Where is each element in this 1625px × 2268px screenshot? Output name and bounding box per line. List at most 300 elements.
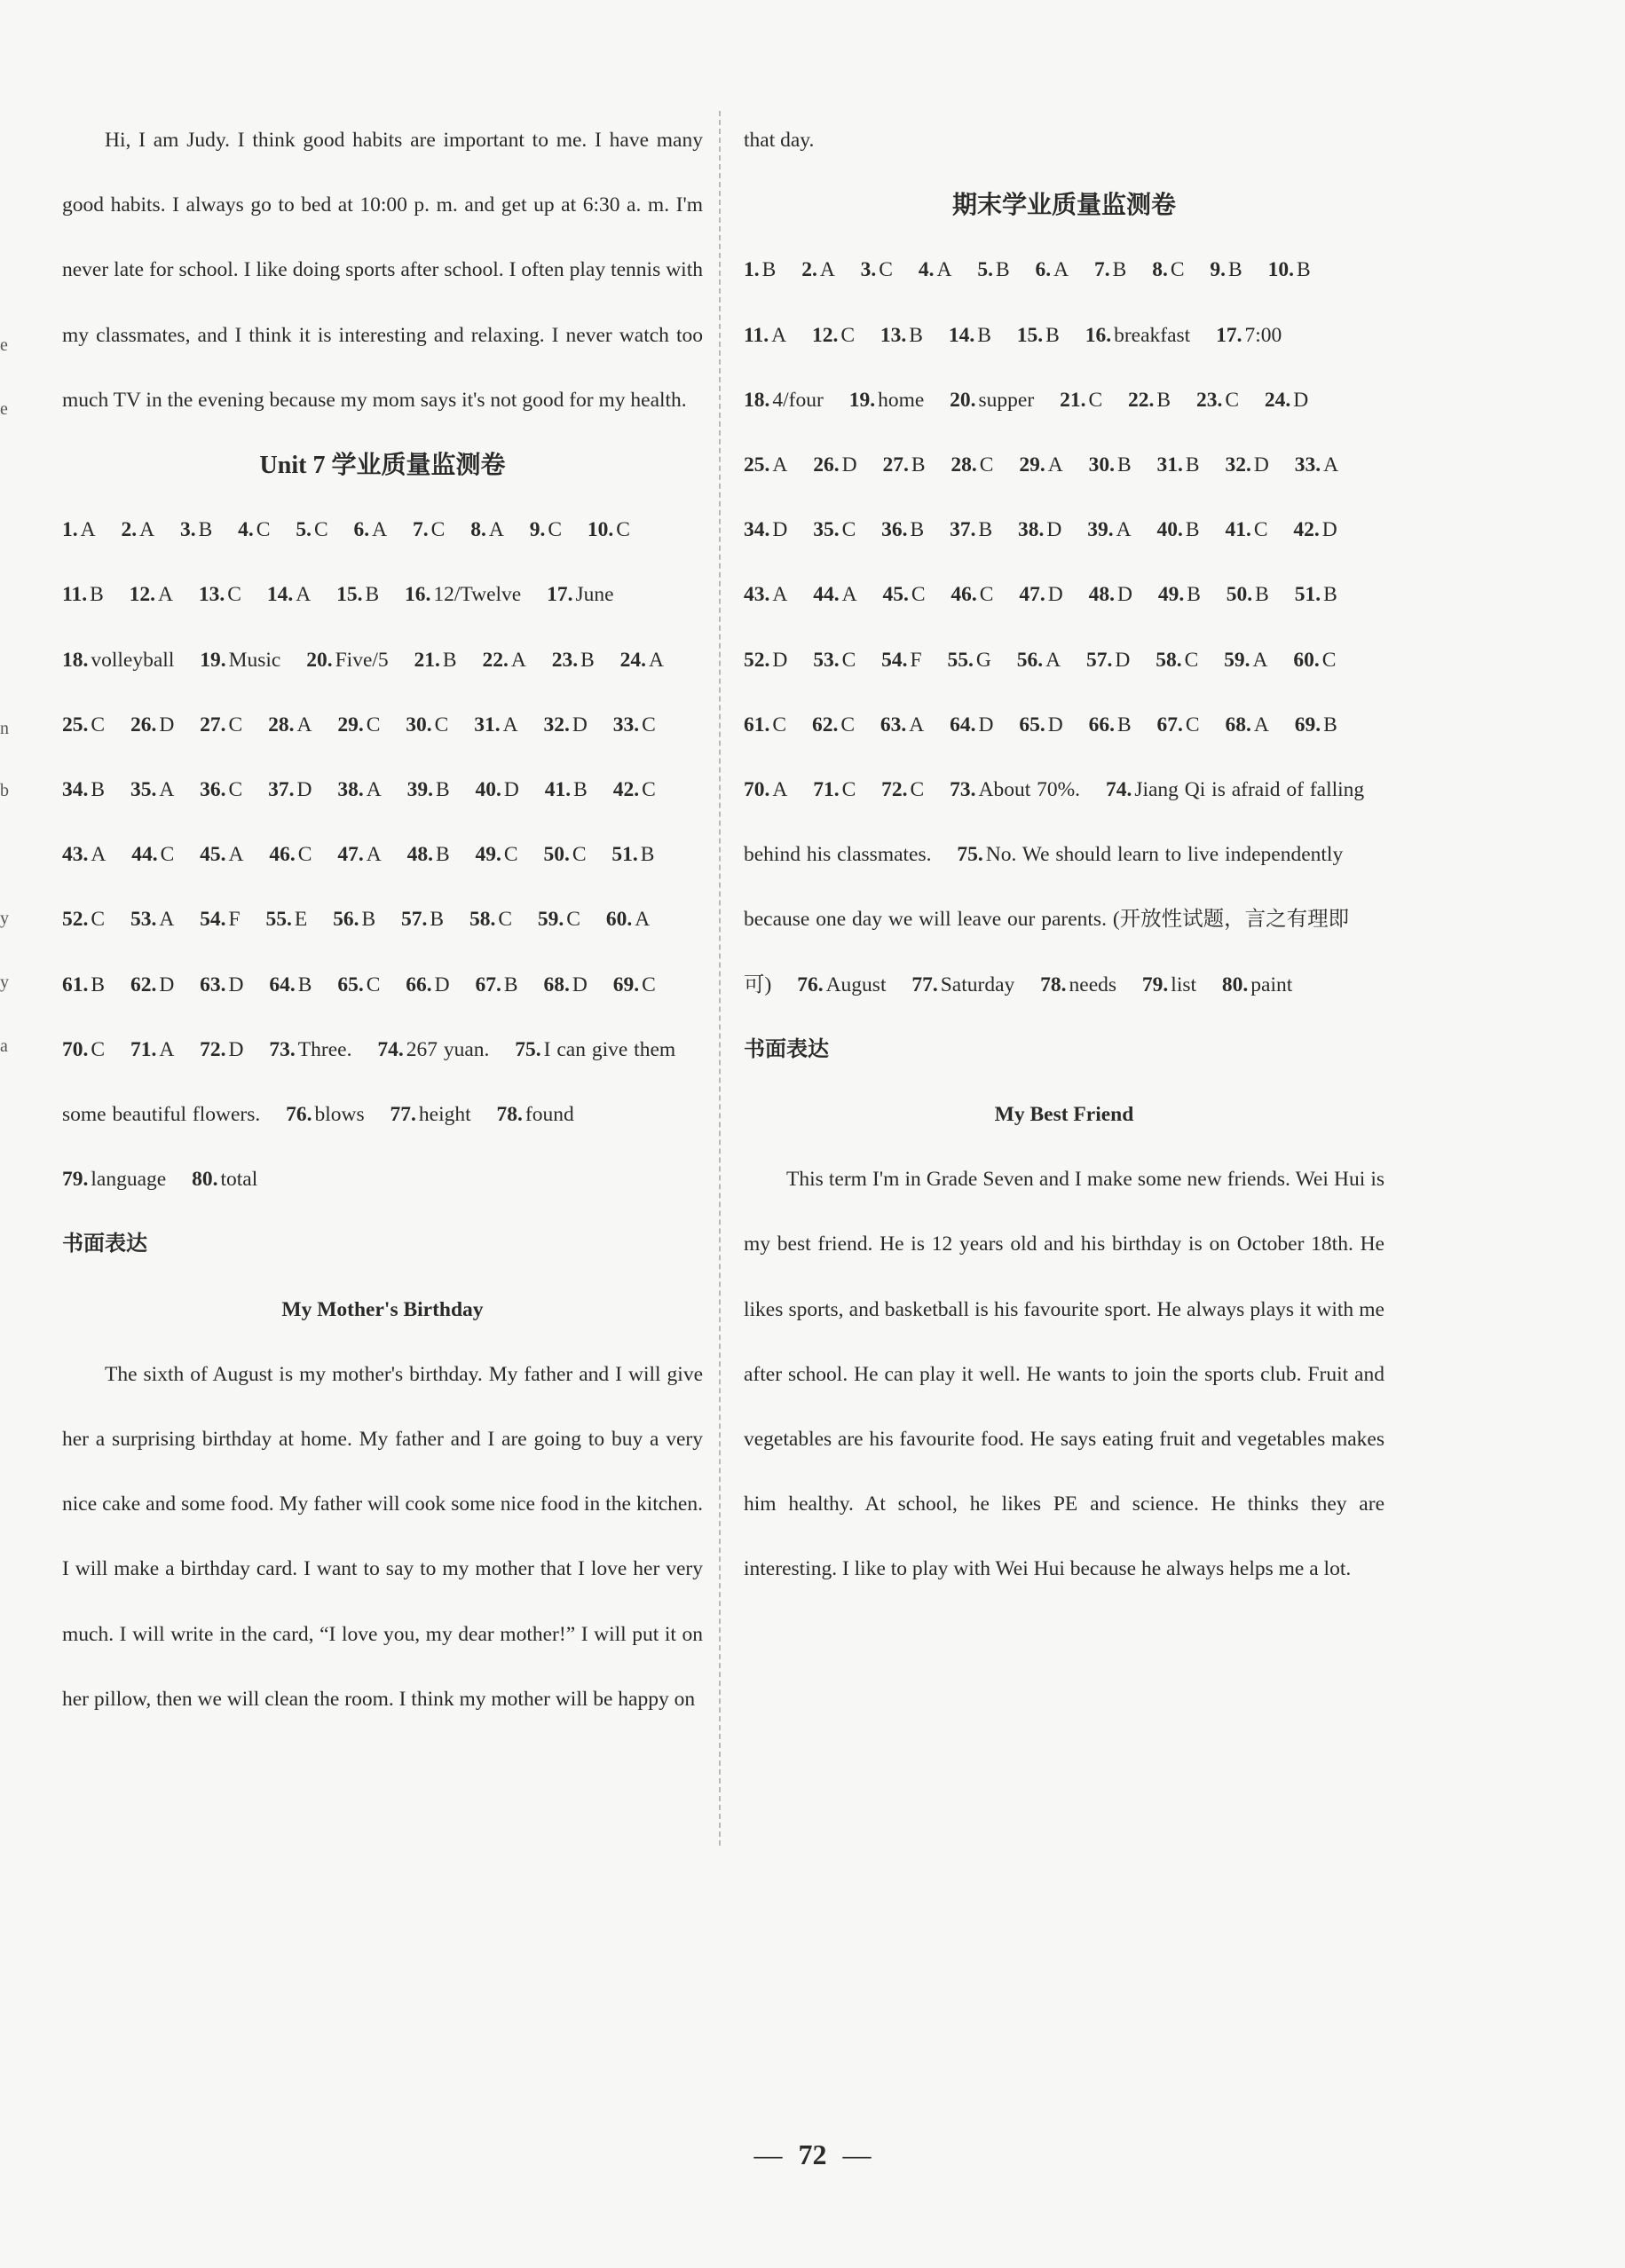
answer-value: Music [228, 648, 281, 672]
answer-value: A [1047, 453, 1063, 477]
essay-paragraph: This term I'm in Grade Seven and I make some new friends. Wei Hui is my best friend. He is 12 years old and his birthday is on October 18th. He likes sports, and basketball is his favourite sport. He always plays it with me after school. He can play it well. He wants to join the sports club. Fruit and vegetables are his favourite food. He says eating fruit and vegetables makes him healthy. At school, he likes PE and science. He thinks they are interesting. I like to play with Wei Hui because he always helps me a lot. [744, 1168, 1384, 1581]
question-number: 32. [543, 713, 570, 736]
answer-value: A [502, 713, 518, 736]
question-number: 66. [406, 973, 432, 996]
question-number: 36. [200, 778, 226, 802]
question-number: 28. [268, 713, 295, 736]
question-number: 7. [413, 518, 429, 542]
writing-label: 书面表达 [744, 1037, 829, 1061]
question-number: 31. [474, 713, 501, 736]
answer-item [200, 843, 243, 866]
question-number: 30. [406, 713, 432, 736]
answer-value: C [91, 713, 106, 736]
answer-item [200, 649, 280, 672]
question-number: 59. [1224, 648, 1250, 672]
answer-value: A [1045, 648, 1061, 672]
answer-value: D [1293, 388, 1309, 412]
answer-value: D [1116, 583, 1132, 607]
question-number: 72. [881, 778, 908, 802]
answer-item [1085, 324, 1191, 347]
answer-item [543, 973, 587, 996]
answer-value: A [228, 843, 244, 867]
question-number: 23. [551, 648, 579, 672]
answer-value: C [227, 583, 241, 607]
answer-item [1089, 583, 1132, 606]
question-number: 57. [1085, 648, 1113, 672]
question-number: 2. [801, 258, 817, 282]
edge-letter: e [0, 399, 8, 419]
question-number: 49. [475, 843, 501, 867]
answer-value: C [642, 713, 656, 736]
answer-value: A [771, 323, 787, 347]
question-number: 39. [406, 778, 433, 802]
answer-value: D [1321, 518, 1337, 542]
answer-item [180, 518, 212, 541]
answer-item [744, 389, 824, 412]
question-number: 67. [475, 973, 501, 996]
question-number: 58. [1156, 648, 1182, 672]
question-number: 67. [1156, 713, 1183, 736]
answer-item [1225, 518, 1267, 541]
question-number: 40. [1156, 518, 1183, 542]
answer-item [951, 453, 993, 476]
question-number: 50. [543, 843, 570, 867]
question-number: 12. [129, 583, 156, 607]
answer-value: B [910, 518, 925, 542]
answer-item [474, 713, 517, 736]
question-number: 57. [401, 908, 428, 932]
answer-value: C [503, 843, 518, 867]
answer-value: B [430, 908, 445, 932]
answer-value: A [649, 648, 665, 672]
answer-value: No. We should learn to live independently because one day we will leave our parents. (开放性试题，言之有理即可) [744, 843, 1350, 996]
answer-value: home [878, 388, 925, 412]
answer-item [267, 583, 311, 606]
answer-item [1196, 389, 1239, 412]
answer-value: A [841, 583, 857, 607]
answer-value: A [1053, 258, 1069, 282]
answer-value: B [91, 973, 106, 996]
question-number: 51. [611, 843, 638, 867]
answer-value: C [498, 908, 513, 932]
question-number: 56. [1016, 648, 1044, 672]
question-number: 45. [882, 583, 909, 607]
intro-paragraph: Hi, I am Judy. I think good habits are important to me. I have many good habits. I always go to bed at 10:00 p. m. and get up at 6:30 a. m. I'm never late for school. I like doing sports after school. I often play tennis with my classmates, and I think it is interesting and relaxing. I never watch too much TV in the evening because my mom says it's not good for my health. [62, 129, 703, 412]
question-number: 24. [619, 648, 647, 672]
answer-item [1089, 453, 1132, 476]
question-number: 4. [918, 258, 935, 282]
page-dash: — [753, 2138, 783, 2170]
question-number: 36. [881, 518, 908, 542]
answer-value: volleyball [91, 648, 175, 672]
answer-value: A [159, 778, 175, 802]
question-number: 80. [192, 1168, 218, 1192]
answer-item [1142, 973, 1196, 996]
answer-item [812, 713, 855, 736]
question-number: 31. [1156, 453, 1183, 477]
answer-value: C [616, 518, 630, 542]
answer-item [881, 649, 921, 672]
question-number: 55. [947, 648, 974, 672]
unit-7-heading: Unit 7 学业质量监测卷 [259, 452, 506, 480]
answer-item [62, 1168, 166, 1191]
question-number: 55. [265, 908, 292, 932]
answer-value: C [91, 1037, 106, 1061]
edge-letter: n [0, 719, 9, 738]
answer-item [354, 518, 388, 541]
answer-item [390, 1103, 471, 1126]
question-number: 77. [390, 1103, 416, 1127]
answer-item [797, 973, 886, 996]
answer-item [620, 649, 664, 672]
answer-value: Jiang Qi is afraid of falling behind his classmates. [744, 778, 1365, 867]
question-number: 28. [951, 453, 977, 477]
answer-value: D [503, 778, 519, 802]
question-number: 37. [950, 518, 976, 542]
question-number: 53. [130, 908, 157, 932]
question-number: 8. [1152, 258, 1168, 282]
answer-item [62, 843, 106, 866]
question-number: 69. [1294, 713, 1321, 736]
answer-value: June [575, 583, 614, 607]
answer-value: A [159, 1037, 175, 1061]
answer-value: A [296, 583, 312, 607]
answer-item [200, 908, 240, 931]
question-number: 18. [62, 648, 89, 672]
answer-item [1222, 973, 1292, 996]
question-number: 17. [547, 583, 573, 607]
answer-value: B [573, 778, 588, 802]
answer-item [1040, 973, 1116, 996]
answer-value: A [510, 648, 526, 672]
answer-item [306, 649, 388, 672]
question-number: 34. [62, 778, 89, 802]
answer-value: D [1115, 648, 1131, 672]
answer-value: C [91, 908, 106, 932]
question-number: 20. [950, 388, 976, 412]
question-number: 69. [612, 973, 640, 996]
answer-value: C [841, 648, 856, 672]
answer-value: C [772, 713, 787, 736]
final-exam-heading: 期末学业质量监测卷 [951, 192, 1176, 220]
answer-item [469, 908, 512, 931]
question-number: 41. [544, 778, 572, 802]
question-number: 38. [1018, 518, 1045, 542]
answer-item [337, 713, 380, 736]
question-number: 33. [612, 713, 640, 736]
answer-item [1216, 324, 1282, 347]
answer-value: C [1253, 518, 1268, 542]
question-number: 79. [62, 1168, 89, 1192]
answer-item [1156, 649, 1198, 672]
question-number: 7. [1094, 258, 1110, 282]
question-number: 70. [744, 778, 770, 802]
answer-value: B [977, 323, 991, 347]
answer-item [530, 518, 562, 541]
edge-letter: e [0, 335, 8, 355]
question-number: 73. [269, 1037, 296, 1061]
answer-value: B [297, 973, 312, 996]
question-number: 52. [62, 908, 89, 932]
question-number: 6. [1035, 258, 1052, 282]
question-number: 44. [131, 843, 158, 867]
answer-value: C [642, 973, 656, 996]
answer-item [266, 908, 308, 931]
question-number: 38. [337, 778, 364, 802]
left-column [62, 108, 703, 1732]
answer-value: A [1253, 713, 1269, 736]
answer-value: A [909, 713, 925, 736]
page-number-value: 72 [798, 2138, 827, 2170]
answer-value: C [548, 518, 562, 542]
question-number: 9. [529, 518, 546, 542]
answer-value: C [228, 713, 243, 736]
answer-value: A [772, 778, 788, 802]
answer-item [200, 713, 242, 736]
question-number: 30. [1088, 453, 1115, 477]
edge-letter: b [0, 781, 9, 800]
question-number: 6. [353, 518, 370, 542]
answer-value: A [296, 713, 312, 736]
answer-value: C [1321, 648, 1337, 672]
question-number: 1. [744, 258, 760, 282]
question-number: 68. [543, 973, 570, 996]
question-number: 25. [744, 453, 770, 477]
page-dash: — [842, 2138, 872, 2170]
answer-value: C [313, 518, 328, 542]
answer-value: B [1228, 258, 1242, 282]
answer-item [1017, 649, 1061, 672]
answer-value: C [566, 908, 580, 932]
question-number: 19. [848, 388, 876, 412]
answer-value: A [91, 843, 106, 867]
answer-item [1087, 518, 1131, 541]
question-number: 16. [405, 583, 431, 607]
answer-value: B [995, 258, 1010, 282]
answer-value: C [256, 518, 271, 542]
question-number: 48. [406, 843, 433, 867]
answer-item [812, 324, 855, 347]
answer-value: D [159, 713, 175, 736]
answer-value: supper [978, 388, 1035, 412]
question-number: 20. [306, 648, 333, 672]
question-number: 54. [200, 908, 226, 932]
answer-item [744, 583, 787, 606]
answer-item [538, 908, 580, 931]
question-number: 74. [1105, 778, 1132, 802]
answer-item [130, 583, 173, 606]
answer-item [613, 713, 656, 736]
answer-item [407, 778, 450, 801]
answer-item [62, 713, 105, 736]
answer-value: C [879, 258, 893, 282]
essay-title: My Best Friend [994, 1103, 1134, 1127]
answer-value: B [503, 973, 518, 996]
question-number: 49. [1157, 583, 1185, 607]
answer-item [131, 843, 174, 866]
answer-item [406, 713, 448, 736]
answer-item [1019, 453, 1062, 476]
question-number: 27. [882, 453, 909, 477]
essay-paragraph: The sixth of August is my mother's birthday. My father and I will give her a surprising birthday at home. My father and I are going to buy a very nice cake and some food. My father will cook some nice food in the kitchen. I will make a birthday card. I want to say to my mother that I love her very much. I will write in the card, “I love you, my dear mother!” I will put it on her pillow, then we will clean the room. I think my mother will be happy on [62, 1362, 703, 1711]
answer-item [744, 713, 786, 736]
answer-item [476, 973, 518, 996]
question-number: 46. [269, 843, 296, 867]
question-number: 10. [1267, 258, 1294, 282]
answer-value: breakfast [1114, 323, 1191, 347]
answer-value: blows [314, 1103, 365, 1127]
edge-letter: y [0, 909, 9, 928]
answer-item [337, 778, 381, 801]
answer-item [269, 973, 312, 996]
answer-item [950, 518, 992, 541]
question-number: 73. [950, 778, 976, 802]
answer-value: D [1047, 583, 1063, 607]
column-divider [719, 111, 721, 1846]
question-number: 33. [1294, 453, 1321, 477]
question-number: 14. [948, 323, 975, 347]
answer-item [744, 778, 787, 801]
answer-item [470, 518, 504, 541]
answer-value: C [1170, 258, 1185, 282]
answer-value: B [978, 518, 993, 542]
question-number: 23. [1195, 388, 1223, 412]
question-number: 72. [200, 1037, 226, 1061]
answer-item [951, 583, 993, 606]
answer-value: E [294, 908, 308, 932]
answer-value: C [841, 778, 856, 802]
answer-item [337, 973, 380, 996]
answer-item [588, 518, 630, 541]
question-number: 22. [1128, 388, 1155, 412]
answer-item [1224, 649, 1267, 672]
answer-item [547, 583, 613, 606]
question-number: 61. [744, 713, 770, 736]
answer-value: 4/four [772, 388, 824, 412]
question-number: 56. [333, 908, 359, 932]
answer-value: 7:00 [1244, 323, 1282, 347]
answer-value: height [418, 1103, 471, 1127]
answer-value: D [772, 518, 788, 542]
answer-item [1157, 453, 1200, 476]
answer-value: C [642, 778, 656, 802]
answer-item [1086, 649, 1130, 672]
question-number: 13. [198, 583, 225, 607]
answer-item [977, 258, 1009, 281]
question-number: 70. [62, 1037, 89, 1061]
answer-item [1094, 258, 1126, 281]
answer-item [744, 258, 776, 281]
answer-value: B [91, 778, 106, 802]
answer-item [1128, 389, 1171, 412]
question-number: 22. [482, 648, 509, 672]
answer-value: A [819, 258, 835, 282]
answer-item [200, 1038, 243, 1061]
answer-value: list [1171, 973, 1197, 996]
question-number: 35. [130, 778, 157, 802]
answer-value: B [580, 648, 595, 672]
answer-item [200, 778, 242, 801]
answer-item [1295, 713, 1337, 736]
answer-item [1225, 453, 1268, 476]
question-number: 17. [1216, 323, 1242, 347]
answer-item [337, 843, 381, 866]
question-number: 78. [1040, 973, 1067, 996]
question-number: 1. [62, 518, 78, 542]
answer-item [949, 324, 991, 347]
answer-value: Saturday [940, 973, 1015, 996]
answer-item [62, 908, 105, 931]
question-number: 11. [62, 583, 88, 607]
writing-label: 书面表达 [62, 1232, 147, 1256]
question-number: 63. [200, 973, 226, 996]
question-number: 27. [200, 713, 226, 736]
question-number: 4. [238, 518, 254, 542]
answer-value: A [1323, 453, 1339, 477]
answer-item [1036, 258, 1069, 281]
answer-item [813, 583, 856, 606]
answer-item [407, 843, 450, 866]
answer-item [199, 583, 241, 606]
question-number: 52. [744, 648, 770, 672]
question-number: 11. [744, 323, 769, 347]
answer-value: A [936, 258, 952, 282]
answer-item [269, 1038, 351, 1061]
question-number: 10. [587, 518, 614, 542]
answer-item [130, 713, 174, 736]
answer-value: C [366, 713, 381, 736]
answer-item [882, 583, 925, 606]
answer-item [476, 843, 518, 866]
answer-item [813, 778, 856, 801]
question-number: 71. [130, 1037, 157, 1061]
answer-item [130, 908, 174, 931]
answer-value: B [1185, 453, 1200, 477]
answer-item [861, 258, 893, 281]
question-number: 45. [200, 843, 226, 867]
answer-item [1157, 713, 1200, 736]
answer-item [62, 1038, 105, 1061]
answer-value: C [572, 843, 587, 867]
answer-value: B [1156, 388, 1171, 412]
answer-item [744, 518, 787, 541]
question-number: 51. [1294, 583, 1321, 607]
answer-item [238, 518, 270, 541]
answer-value: C [228, 778, 243, 802]
answer-value: 267 yuan. [406, 1037, 490, 1061]
answer-item [543, 843, 586, 866]
answer-value: B [1255, 583, 1269, 607]
answer-item [882, 453, 925, 476]
answer-item [1152, 258, 1184, 281]
question-number: 80. [1221, 973, 1249, 996]
answer-item [497, 1103, 574, 1126]
question-number: 15. [336, 583, 363, 607]
question-number: 19. [200, 648, 226, 672]
question-number: 26. [130, 713, 157, 736]
answer-item [121, 518, 154, 541]
answer-value: A [80, 518, 96, 542]
answer-item [200, 973, 243, 996]
answer-item [268, 778, 312, 801]
question-number: 75. [957, 843, 983, 867]
answer-value: A [772, 453, 788, 477]
question-number: 64. [950, 713, 976, 736]
question-number: 75. [515, 1037, 541, 1061]
edge-letter: a [0, 1036, 8, 1056]
answer-value: B [198, 518, 213, 542]
answer-item [545, 778, 588, 801]
